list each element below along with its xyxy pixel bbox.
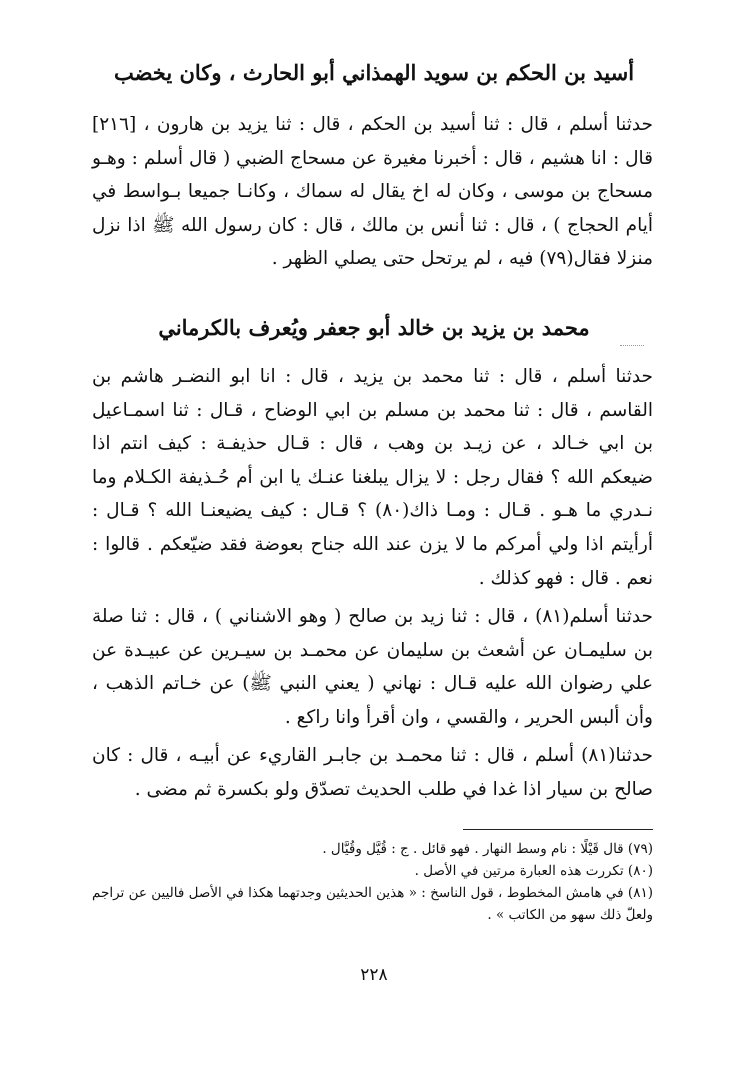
paragraph-hudhayfa-hadith: حدثنا أسلم ، قال : ثنا محمد بن يزيد ، قال : انا ابو النضـر هاشم بن القاسم ، قال : ثنا محمد بن مسلم بن ابي الوضاح ، قـال : ثنا اسمـاعيل بن ابي خـالد ، عن زيـد بن وهب ، قال : قـال حذيفـة : كيف انتم اذا ضيعكم الله ؟ فقال رجل : لا يزال يبلغنا عنـك يا ابن أم حُـذيفة الكـلام وما نـدري ما هـو . قـال : ومـا ذاك(٨٠) ؟ قـال : كيف يضيعنـا الله ؟ قـال : أرأيتم اذا ولي أمركم ما لا يزن عند الله جناح بعوضة فقد ضيّعكم . قالوا : نعم . قال : فهو كذلك . [92, 366, 653, 589]
footnote-81: (٨١) في هامش المخطوط ، قول الناسخ : « هذين الحديثين وجدتهما هكذا في الأصل فاليين عن تراجم ولعلّ ذلك سهو من الكاتب » . [92, 885, 653, 923]
paragraph-salih-hadith: حدثنا(٨١) أسلم ، قال : ثنا محمـد بن جابـر القاريء عن أبيـه ، قال : كان صالح بن سيار اذا غدا في طلب الحديث تصدّق ولو بكسرة ثم مضى . [92, 745, 653, 800]
section-heading-muhammad-al-kirmani: محمد بن يزيد بن خالد أبو جعفر ويُعرف بالكرماني [158, 315, 590, 340]
paragraph-ali-hadith: حدثنا أسلم(٨١) ، قال : ثنا زيد بن صالح ( وهو الاشناني ) ، قال : ثنا صلة بن سليمـان عن أشعث بن سليمان عن محمـد بن سيـرين عن عبيـدة عن علي رضوان الله عليه قـال : نهاني ( يعني النبي ﷺ) عن خـاتم الذهب ، وأن ألبس الحرير ، والقسي ، وان أقرأ وانا راكع . [92, 606, 653, 728]
footnote-80: (٨٠) تكررت هذه العبارة مرتين في الأصل . [414, 863, 653, 879]
footnote-separator [463, 829, 653, 830]
footnote-79: (٧٩) قال قَيْلًا : نام وسط النهار . فهو قائل . ج : قُيَّل وقُيَّال . [322, 841, 653, 857]
paragraph-usayd-hadith: حدثنا أسلم ، قال : ثنا أسيد بن الحكم ، قال : ثنا يزيد بن هارون ، [٢١٦] قال : انا هشيم ، قال : أخبرنا مغيرة عن مسحاج الضبي ( قال أسلم : وهـو مسحاج بن موسى ، وكان له اخ يقال له سماك ، وكانـا جميعا بـواسط في أيام الحجاج ) ، قال : ثنا أنس بن مالك ، قال : كان رسول الله ﷺ اذا نزل منزلا فقال(٧٩) فيه ، لم يرتحل حتى يصلي الظهر . [92, 114, 653, 270]
scan-artifact [620, 345, 644, 348]
footnotes [92, 838, 653, 926]
section-heading-usayd: أسيد بن الحكم بن سويد الهمذاني أبو الحارث ، وكان يخضب [113, 60, 635, 85]
page-number: ٢٢٨ [360, 965, 388, 985]
